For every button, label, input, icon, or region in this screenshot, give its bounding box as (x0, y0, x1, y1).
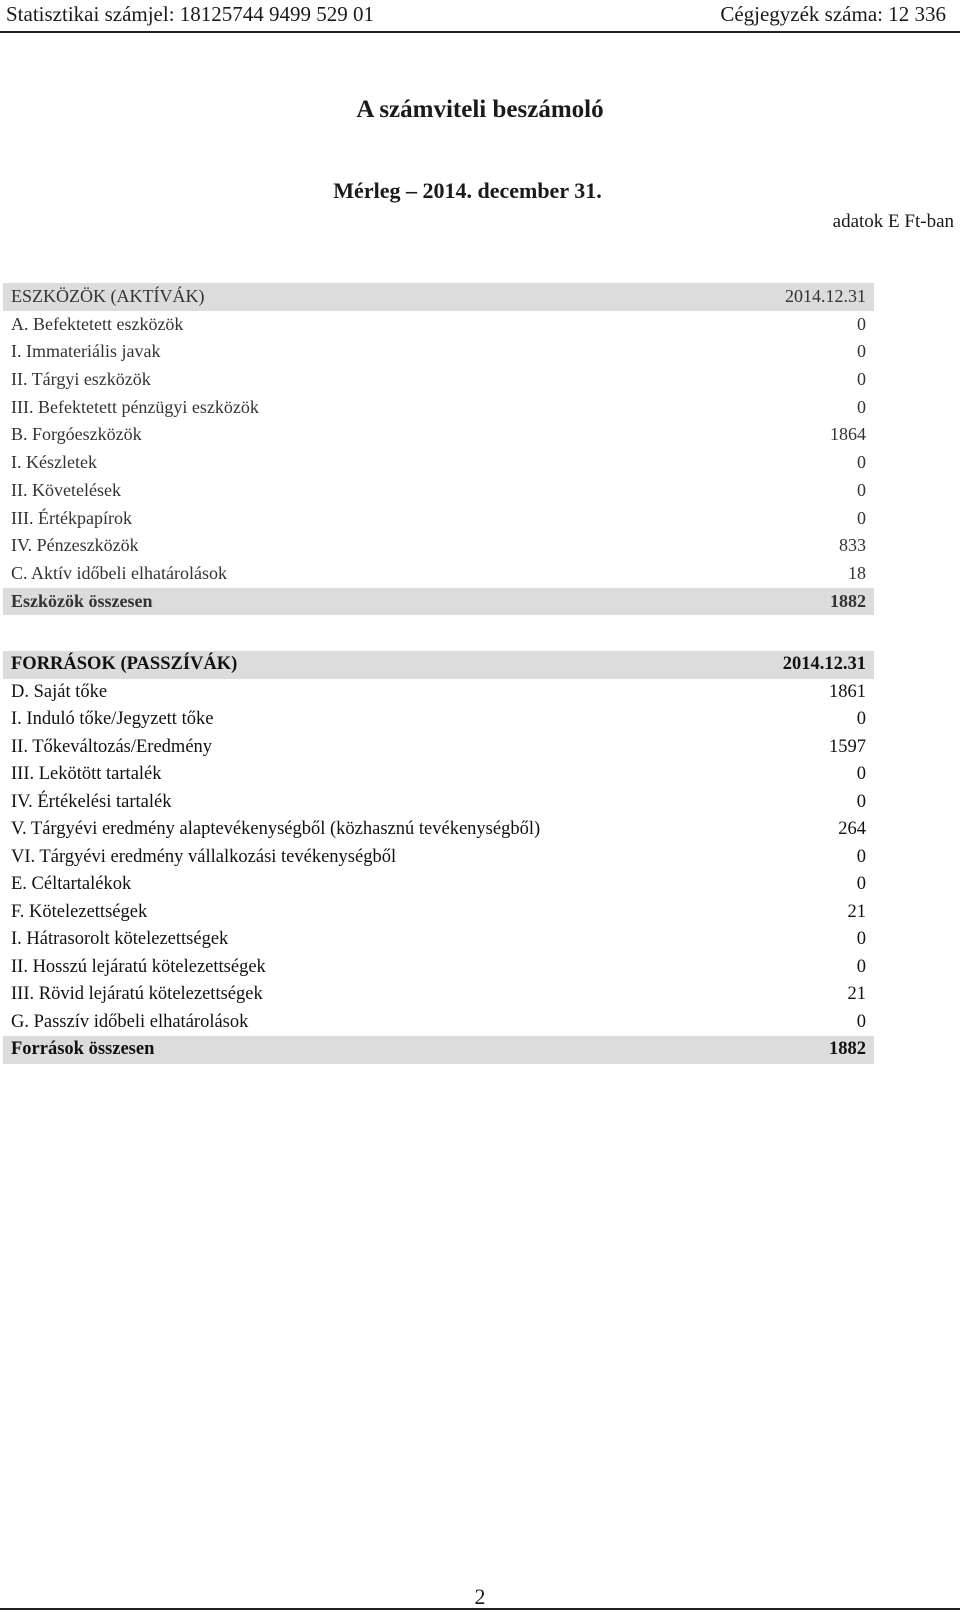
row-label: I. Immateriális javak (11, 341, 161, 362)
row-value: 0 (856, 846, 866, 867)
row-value: 1861 (829, 681, 866, 702)
liabilities-total-value: 1882 (829, 1039, 866, 1059)
row-value: 0 (857, 507, 866, 528)
liabilities-header-row (3, 651, 874, 679)
row-label: III. Értékpapírok (11, 507, 132, 528)
row-value: 0 (856, 874, 866, 894)
row-value: 0 (857, 313, 866, 334)
row-value: 21 (847, 901, 866, 922)
table-row (3, 366, 874, 394)
table-row (3, 338, 874, 366)
assets-header-label: ESZKÖZÖK (AKTÍVÁK) (11, 286, 205, 306)
table-row (3, 560, 874, 588)
row-label: I. Készletek (11, 452, 97, 473)
row-label: VI. Tárgyévi eredmény vállalkozási tevékenységből (11, 846, 397, 867)
page-header (0, 0, 960, 33)
table-row (3, 505, 874, 533)
liabilities-header-label: FORRÁSOK (PASSZÍVÁK) (11, 654, 238, 674)
row-value: 0 (857, 341, 866, 362)
liabilities-table (3, 651, 874, 1064)
row-label: G. Passzív időbeli elhatárolások (11, 1011, 249, 1032)
assets-total-value: 1882 (830, 590, 866, 611)
row-value: 0 (856, 791, 866, 812)
row-label: E. Céltartalékok (11, 874, 132, 894)
table-row (3, 1009, 874, 1037)
row-value: 264 (838, 819, 866, 839)
table-row (3, 449, 874, 477)
table-row (3, 954, 874, 982)
row-value: 0 (857, 479, 866, 500)
row-value: 833 (839, 535, 866, 556)
document-title: A számviteli beszámoló (356, 96, 604, 123)
row-value: 0 (857, 396, 866, 417)
row-value: 0 (856, 956, 866, 977)
table-row (3, 899, 874, 927)
balance-sheet-subtitle: Mérleg – 2014. december 31. (333, 178, 602, 203)
row-label: C. Aktív időbeli elhatárolások (11, 562, 227, 583)
table-row (3, 477, 874, 505)
row-value: 0 (856, 764, 866, 784)
row-label: II. Követelések (11, 479, 121, 500)
row-label: II. Tárgyi eszközök (11, 369, 151, 390)
row-value: 21 (847, 984, 866, 1004)
unit-note: adatok E Ft-ban (832, 211, 954, 232)
row-value: 0 (856, 1011, 866, 1032)
assets-total-row (3, 588, 874, 616)
assets-header-date: 2014.12.31 (785, 286, 866, 306)
row-label: I. Induló tőke/Jegyzett tőke (11, 709, 214, 729)
table-row (3, 706, 874, 734)
table-row (3, 926, 874, 954)
liabilities-total-row (3, 1036, 874, 1064)
assets-header-row (3, 283, 874, 311)
row-label: F. Kötelezettségek (11, 901, 148, 922)
row-label: III. Rövid lejáratú kötelezettségek (11, 984, 263, 1004)
table-row (3, 981, 874, 1009)
table-row (3, 421, 874, 449)
row-value: 18 (848, 562, 866, 583)
registry-number: Cégjegyzék száma: 12 336 (720, 2, 946, 26)
row-label: II. Tőkeváltozás/Eredmény (11, 736, 213, 757)
row-value: 0 (857, 452, 866, 473)
row-value: 0 (856, 929, 866, 949)
row-label: II. Hosszú lejáratú kötelezettségek (11, 956, 266, 977)
page-number: 2 (474, 1584, 486, 1609)
assets-table (3, 283, 874, 615)
row-label: IV. Pénzeszközök (11, 535, 139, 556)
liabilities-total-label: Források összesen (11, 1039, 155, 1059)
statistical-id: Statisztikai számjel: 18125744 9499 529 01 (6, 2, 375, 26)
row-label: A. Befektetett eszközök (11, 313, 184, 334)
table-row (3, 871, 874, 899)
row-label: B. Forgóeszközök (11, 424, 142, 445)
row-value: 1864 (830, 424, 866, 445)
row-label: V. Tárgyévi eredmény alaptevékenységből (közhasznú tevékenységből) (11, 819, 541, 839)
table-row (3, 789, 874, 817)
row-label: D. Saját tőke (11, 681, 108, 702)
row-label: III. Befektetett pénzügyi eszközök (11, 396, 259, 417)
assets-total-label: Eszközök összesen (11, 590, 153, 611)
table-row (3, 311, 874, 339)
liabilities-header-date: 2014.12.31 (782, 654, 866, 674)
table-row (3, 394, 874, 422)
table-row (3, 679, 874, 707)
table-row (3, 532, 874, 560)
row-value: 0 (856, 709, 866, 729)
table-row (3, 816, 874, 844)
table-row (3, 761, 874, 789)
row-label: I. Hátrasorolt kötelezettségek (11, 929, 229, 949)
row-value: 1597 (829, 736, 866, 757)
row-value: 0 (857, 369, 866, 390)
table-row (3, 844, 874, 872)
table-row (3, 734, 874, 762)
row-label: III. Lekötött tartalék (11, 764, 162, 784)
footer-rule (0, 1608, 960, 1610)
row-label: IV. Értékelési tartalék (11, 791, 172, 812)
